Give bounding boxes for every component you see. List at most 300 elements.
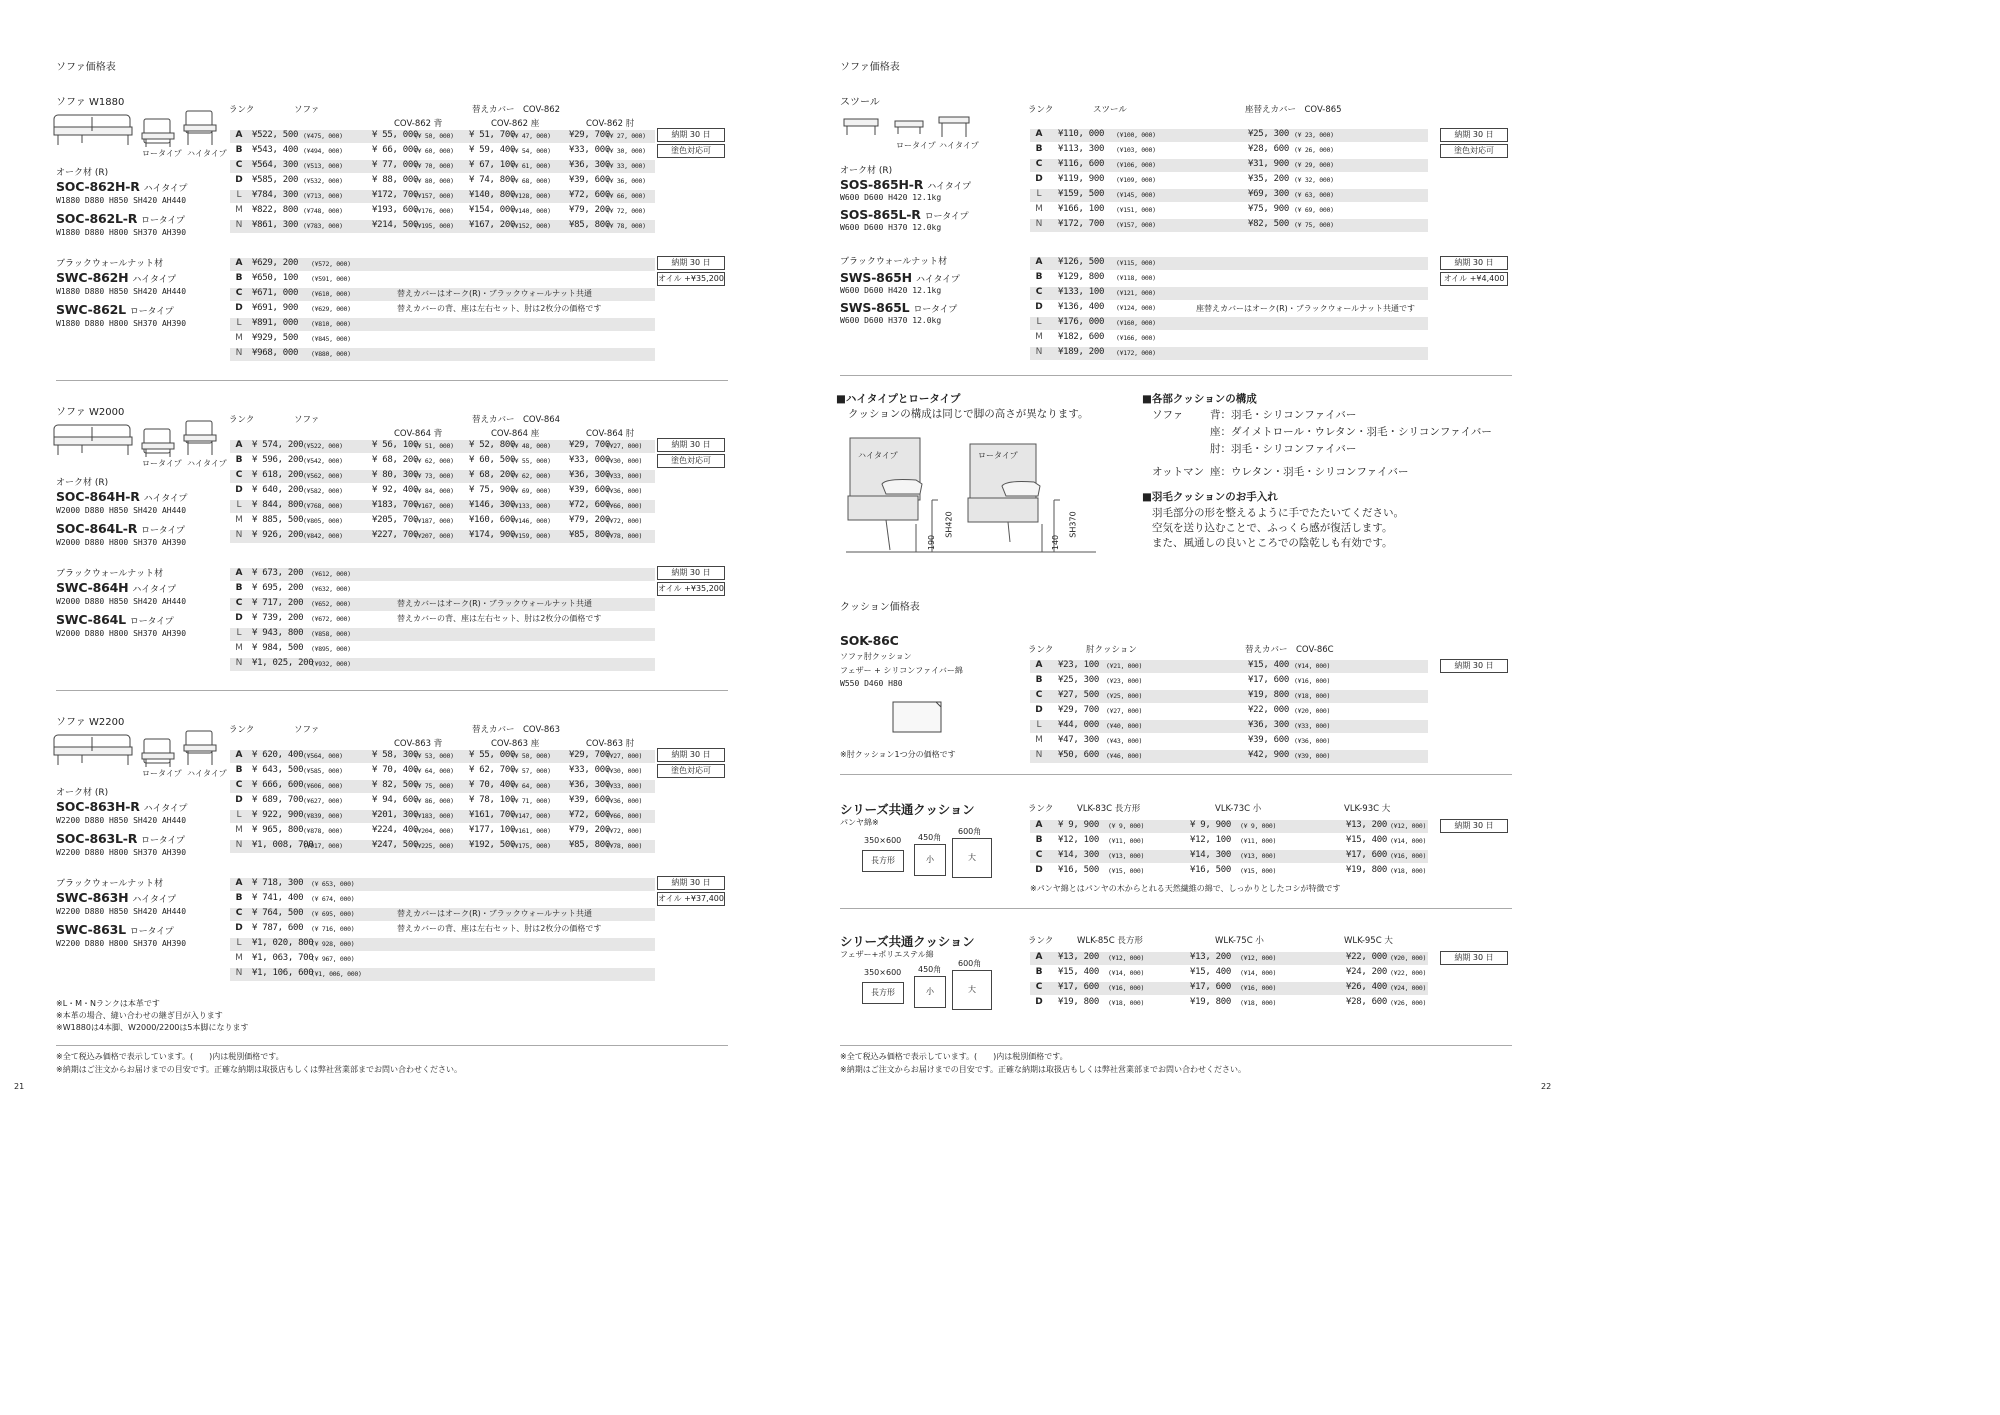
price-cell: (¥183, 000) <box>414 812 454 820</box>
status-badge: オイル +¥4,400 <box>1440 272 1508 286</box>
price-cell: ¥19, 800 <box>1058 997 1099 1007</box>
price-cell: (¥78, 000) <box>606 532 643 540</box>
rank-cell: C <box>235 470 243 480</box>
price-cell: (¥160, 000) <box>1116 319 1156 327</box>
price-cell: ¥ 88, 000 <box>372 175 419 185</box>
price-cell: (¥ 57, 000) <box>511 767 551 775</box>
price-cell: (¥124, 000) <box>1116 304 1156 312</box>
model-type: ハイタイプ <box>143 184 188 194</box>
price-cell: ¥24, 200 <box>1346 967 1387 977</box>
composition-title: ■各部クッションの構成 <box>1142 393 1257 405</box>
rank-cell: C <box>235 908 243 918</box>
model-type: ロータイプ <box>141 836 185 846</box>
price-cell: (¥842, 000) <box>303 532 343 540</box>
price-cell: ¥16, 500 <box>1058 865 1099 875</box>
price-cell: (¥16, 000) <box>1240 984 1277 992</box>
page-number-left: 21 <box>14 1082 25 1091</box>
price-cell: ¥39, 600 <box>569 175 610 185</box>
price-cell: (¥27, 000) <box>606 752 643 760</box>
header-cover: 替えカバー COV-863 <box>472 725 561 735</box>
model-dims: W2000 D880 H800 SH370 AH390 <box>56 538 187 547</box>
price-cell: ¥50, 600 <box>1058 750 1099 760</box>
model-type: ロータイプ <box>129 927 174 937</box>
price-cell: ¥72, 600 <box>569 810 610 820</box>
price-cell: (¥ 653, 000) <box>311 880 355 888</box>
price-cell: (¥ 30, 000) <box>606 147 646 155</box>
model-type: ハイタイプ <box>132 585 176 595</box>
price-cell: ¥ 739, 200 <box>252 613 304 623</box>
series-title: シリーズ共通クッション <box>840 934 975 949</box>
price-cell: (¥917, 000) <box>303 842 343 850</box>
price-cell: ¥69, 300 <box>1248 189 1289 199</box>
price-cell: (¥ 23, 000) <box>1294 131 1334 139</box>
price-cell: ¥85, 800 <box>569 220 610 230</box>
price-cell: (¥858, 000) <box>311 630 351 638</box>
rank-cell: B <box>235 893 243 903</box>
price-row <box>230 643 655 656</box>
status-badge: 納期 30 日 <box>657 438 725 452</box>
section-title: ソファ W2200 <box>56 717 125 728</box>
price-cell: (¥18, 000) <box>1390 867 1427 875</box>
chair-low-sketch <box>140 113 176 149</box>
material-label: ブラックウォールナット材 <box>56 879 164 889</box>
price-cell: ¥167, 200 <box>469 220 516 230</box>
price-cell: (¥23, 000) <box>1106 677 1143 685</box>
price-cell: ¥177, 100 <box>469 825 516 835</box>
price-row <box>1030 850 1428 863</box>
model-code: SOC-863H-R <box>56 799 140 814</box>
price-cell: ¥861, 300 <box>252 220 299 230</box>
rank-cell: L <box>236 938 242 948</box>
price-cell: (¥1, 006, 000) <box>311 970 362 978</box>
section-divider <box>56 690 728 691</box>
price-cell: ¥17, 600 <box>1248 675 1289 685</box>
price-cell: ¥44, 000 <box>1058 720 1099 730</box>
status-badge: 塗色対応可 <box>1440 144 1508 158</box>
price-cell: ¥ 59, 400 <box>469 145 516 155</box>
price-cell: ¥247, 500 <box>372 840 419 850</box>
price-cell: (¥ 48, 000) <box>511 442 551 450</box>
price-row <box>230 568 655 581</box>
price-row <box>230 175 655 188</box>
price-cell: (¥ 63, 000) <box>1294 191 1334 199</box>
header-rank: ランク <box>229 415 255 425</box>
price-cell: ¥33, 000 <box>569 765 610 775</box>
price-cell: (¥187, 000) <box>414 517 454 525</box>
price-row <box>1030 174 1428 187</box>
price-row <box>230 893 655 906</box>
price-row <box>230 968 655 981</box>
price-cell: (¥140, 000) <box>511 207 551 215</box>
model-code: SWS-865H <box>840 270 912 285</box>
header-cover-arm: COV-863 肘 <box>586 739 635 749</box>
price-cell: ¥ 77, 000 <box>372 160 419 170</box>
price-cell: (¥ 60, 000) <box>414 147 454 155</box>
price-cell: (¥ 54, 000) <box>511 147 551 155</box>
price-cell: ¥133, 100 <box>1058 287 1105 297</box>
price-cell: ¥ 92, 400 <box>372 485 419 495</box>
header-item: 肘クッション <box>1086 645 1137 655</box>
rank-cell: B <box>1035 675 1043 685</box>
cover-note: 替えカバーはオーク(R)・ブラックウォールナット共通 <box>397 599 592 608</box>
price-cell: (¥672, 000) <box>311 615 351 623</box>
price-cell: ¥522, 500 <box>252 130 299 140</box>
price-cell: (¥166, 000) <box>1116 334 1156 342</box>
model-code: SOC-864H-R <box>56 489 140 504</box>
price-cell: ¥28, 600 <box>1248 144 1289 154</box>
rank-cell: C <box>235 780 243 790</box>
model-name <box>56 890 176 905</box>
price-cell: (¥ 26, 000) <box>1294 146 1334 154</box>
price-cell: (¥12, 000) <box>1108 954 1145 962</box>
status-badge: オイル +¥35,200 <box>657 582 725 596</box>
section-title: スツール <box>840 97 880 108</box>
price-cell: ¥166, 100 <box>1058 204 1105 214</box>
model-type: ハイタイプ <box>915 275 960 285</box>
price-row <box>230 333 655 346</box>
price-row <box>1030 705 1428 718</box>
rank-cell: N <box>235 968 243 978</box>
header-col: VLK-73C 小 <box>1215 804 1262 814</box>
price-cell: ¥27, 500 <box>1058 690 1099 700</box>
size-large: 600角 <box>958 959 982 968</box>
price-cell: (¥16, 000) <box>1108 984 1145 992</box>
price-row <box>230 190 655 203</box>
status-badge: 塗色対応可 <box>657 764 725 778</box>
price-cell: (¥ 32, 000) <box>1294 176 1334 184</box>
page-title-right: ソファ価格表 <box>840 62 900 73</box>
model-dims: W600 D600 H370 12.0kg <box>840 223 942 232</box>
price-cell: (¥713, 000) <box>303 192 343 200</box>
section-divider <box>840 375 1512 376</box>
price-cell: (¥103, 000) <box>1116 146 1156 154</box>
composition-line: 座：ウレタン・羽毛・シリコンファイバー <box>1210 466 1409 478</box>
price-cell: ¥ 640, 200 <box>252 485 304 495</box>
rect-cushion: 長方形 <box>862 982 904 1004</box>
material-label: オーク材 (R) <box>56 788 109 798</box>
price-cell: (¥ 33, 000) <box>606 162 646 170</box>
footnote: ※L・M・Nランクは本革です <box>56 999 160 1008</box>
price-cell: (¥ 66, 000) <box>606 192 646 200</box>
large-cushion: 大 <box>952 970 992 1010</box>
price-cell: ¥13, 200 <box>1058 952 1099 962</box>
rank-cell: M <box>1035 332 1043 342</box>
price-cell: (¥176, 000) <box>414 207 454 215</box>
price-cell: (¥121, 000) <box>1116 289 1156 297</box>
price-cell: ¥174, 900 <box>469 530 516 540</box>
price-cell: (¥159, 000) <box>511 532 551 540</box>
price-cell: ¥82, 500 <box>1248 219 1289 229</box>
model-type: ロータイプ <box>129 617 174 627</box>
price-cell: ¥822, 800 <box>252 205 299 215</box>
care-line: 羽毛部分の形を整えるように手でたたいてください。 <box>1152 507 1404 519</box>
model-dims: W2200 D880 H850 SH420 AH440 <box>56 907 187 916</box>
price-cell: (¥118, 000) <box>1116 274 1156 282</box>
cover-note: 替えカバーはオーク(R)・ブラックウォールナット共通 <box>397 909 592 918</box>
model-code: SWC-862L <box>56 302 126 317</box>
model-dims: W1880 D880 H850 SH420 AH440 <box>56 196 187 205</box>
price-cell: ¥ 9, 900 <box>1058 820 1099 830</box>
header-sofa: ソファ <box>294 725 320 735</box>
sketch-label-high: ハイタイプ <box>187 459 227 468</box>
price-cell: (¥33, 000) <box>606 782 643 790</box>
price-cell: ¥671, 000 <box>252 288 299 298</box>
price-cell: (¥932, 000) <box>311 660 351 668</box>
rank-cell: D <box>1035 865 1043 875</box>
price-cell: ¥1, 020, 800 <box>252 938 314 948</box>
price-cell: (¥133, 000) <box>511 502 551 510</box>
price-cell: (¥ 64, 000) <box>414 767 454 775</box>
price-row <box>230 953 655 966</box>
price-cell: ¥22, 000 <box>1248 705 1289 715</box>
price-cell: ¥29, 700 <box>569 750 610 760</box>
rank-cell: D <box>235 613 243 623</box>
price-cell: ¥929, 500 <box>252 333 299 343</box>
price-cell: (¥ 69, 000) <box>1294 206 1334 214</box>
price-cell: (¥ 47, 000) <box>511 132 551 140</box>
rank-cell: C <box>1035 982 1043 992</box>
header-rank: ランク <box>1028 105 1054 115</box>
header-cover-arm: COV-864 肘 <box>586 429 635 439</box>
hilo-desc: クッションの構成は同じで脚の高さが異なります。 <box>848 408 1089 420</box>
cushion-title: クッション価格表 <box>840 602 920 613</box>
price-cell: ¥ 689, 700 <box>252 795 304 805</box>
price-cell: (¥175, 000) <box>511 842 551 850</box>
price-cell: (¥14, 000) <box>1390 837 1427 845</box>
price-cell: ¥650, 100 <box>252 273 299 283</box>
header-cover-arm: COV-862 肘 <box>586 119 635 129</box>
model-code: SOS-865L-R <box>840 207 921 222</box>
price-cell: (¥25, 000) <box>1106 692 1143 700</box>
price-cell: (¥610, 000) <box>311 290 351 298</box>
price-cell: ¥140, 800 <box>469 190 516 200</box>
price-cell: (¥ 9, 000) <box>1108 822 1145 830</box>
status-badge: 塗色対応可 <box>657 144 725 158</box>
price-cell: (¥20, 000) <box>1294 707 1331 715</box>
price-cell: ¥ 74, 800 <box>469 175 516 185</box>
material-label: オーク材 (R) <box>56 168 109 178</box>
price-cell: (¥768, 000) <box>303 502 343 510</box>
price-cell: ¥14, 300 <box>1190 850 1231 860</box>
price-cell: ¥15, 400 <box>1346 835 1387 845</box>
page-title-left: ソファ価格表 <box>56 62 116 73</box>
model-dims: W2000 D880 H850 SH420 AH440 <box>56 506 187 515</box>
model-type: ロータイプ <box>924 212 969 222</box>
price-cell: (¥18, 000) <box>1240 999 1277 1007</box>
price-cell: ¥192, 500 <box>469 840 516 850</box>
price-cell: (¥225, 000) <box>414 842 454 850</box>
rank-cell: A <box>1035 257 1043 267</box>
price-cell: (¥ 64, 000) <box>511 782 551 790</box>
price-cell: (¥72, 000) <box>606 517 643 525</box>
price-row <box>230 515 655 528</box>
price-cell: ¥ 82, 500 <box>372 780 419 790</box>
rank-cell: N <box>1035 750 1043 760</box>
price-cell: ¥ 673, 200 <box>252 568 304 578</box>
price-cell: (¥157, 000) <box>1116 221 1156 229</box>
price-cell: (¥ 72, 000) <box>606 207 646 215</box>
sofa-sketch <box>52 415 136 459</box>
price-cell: (¥494, 000) <box>303 147 343 155</box>
price-row <box>1030 820 1428 833</box>
price-cell: (¥18, 000) <box>1294 692 1331 700</box>
price-cell: (¥14, 000) <box>1294 662 1331 670</box>
price-cell: (¥ 75, 000) <box>414 782 454 790</box>
rank-cell: C <box>235 160 243 170</box>
price-cell: ¥ 618, 200 <box>252 470 304 480</box>
price-cell: (¥564, 000) <box>303 752 343 760</box>
model-dims: W1880 D880 H800 SH370 AH390 <box>56 319 187 328</box>
price-cell: (¥152, 000) <box>511 222 551 230</box>
price-cell: ¥629, 200 <box>252 258 299 268</box>
stool-low-sketch <box>893 119 927 139</box>
price-cell: ¥172, 700 <box>372 190 419 200</box>
model-name <box>56 302 173 317</box>
section-title: ソファ W2000 <box>56 407 125 418</box>
price-cell: (¥ 51, 000) <box>414 442 454 450</box>
price-row <box>1030 332 1428 345</box>
price-cell: ¥33, 000 <box>569 455 610 465</box>
model-code: SWC-862H <box>56 270 129 285</box>
price-cell: (¥ 71, 000) <box>511 797 551 805</box>
label-high-type: ハイタイプ <box>858 451 898 460</box>
price-cell: ¥ 60, 500 <box>469 455 516 465</box>
price-cell: ¥13, 200 <box>1190 952 1231 962</box>
price-row <box>1030 272 1428 285</box>
sketch-label-low: ロータイプ <box>142 459 182 468</box>
price-row <box>230 130 655 143</box>
price-cell: (¥ 73, 000) <box>414 472 454 480</box>
price-cell: (¥ 29, 000) <box>1294 161 1334 169</box>
price-row <box>1030 144 1428 157</box>
price-cell: (¥ 84, 000) <box>414 487 454 495</box>
header-cover: 座替えカバー COV-865 <box>1245 105 1342 115</box>
size-rect: 350×600 <box>864 968 902 977</box>
footer-note: ※納期はご注文からお届けまでの目安です。正確な納期は取扱店もしくは弊社営業部までお問い合わせください。 <box>56 1065 463 1074</box>
price-cell: (¥109, 000) <box>1116 176 1156 184</box>
price-cell: (¥30, 000) <box>606 767 643 775</box>
section-title: ソファ W1880 <box>56 97 125 108</box>
model-code: SOC-862L-R <box>56 211 138 226</box>
sok-dims: W550 D460 H80 <box>840 679 903 688</box>
status-badge: 塗色対応可 <box>657 454 725 468</box>
header-rank: ランク <box>229 725 255 735</box>
price-cell: ¥39, 600 <box>1248 735 1289 745</box>
price-cell: ¥25, 300 <box>1058 675 1099 685</box>
price-cell: ¥ 67, 100 <box>469 160 516 170</box>
rank-cell: A <box>235 568 243 578</box>
price-cell: ¥182, 600 <box>1058 332 1105 342</box>
rank-cell: B <box>235 583 243 593</box>
price-cell: (¥39, 000) <box>1294 752 1331 760</box>
rank-cell: M <box>1035 204 1043 214</box>
price-cell: (¥632, 000) <box>311 585 351 593</box>
rank-cell: M <box>1035 735 1043 745</box>
price-cell: (¥195, 000) <box>414 222 454 230</box>
header-cover-back: COV-864 背 <box>394 429 443 439</box>
price-cell: ¥ 643, 500 <box>252 765 304 775</box>
sofa-sketch <box>52 725 136 769</box>
price-cell: (¥606, 000) <box>303 782 343 790</box>
model-dims: W2200 D880 H800 SH370 AH390 <box>56 848 187 857</box>
price-cell: ¥17, 600 <box>1190 982 1231 992</box>
price-cell: ¥227, 700 <box>372 530 419 540</box>
price-cell: ¥126, 500 <box>1058 257 1105 267</box>
price-cell: ¥23, 100 <box>1058 660 1099 670</box>
rank-cell: A <box>1035 129 1043 139</box>
model-type: ロータイプ <box>141 526 185 536</box>
price-row <box>1030 720 1428 733</box>
price-cell: (¥ 695, 000) <box>311 910 355 918</box>
price-cell: (¥18, 000) <box>1108 999 1145 1007</box>
price-cell: (¥43, 000) <box>1106 737 1143 745</box>
material-label: オーク材 (R) <box>56 478 109 488</box>
model-dims: W600 D600 H420 12.1kg <box>840 193 942 202</box>
header-col: VLK-93C 大 <box>1344 804 1391 814</box>
model-name <box>56 270 176 285</box>
price-row <box>230 810 655 823</box>
price-row <box>230 938 655 951</box>
stool-high-sketch <box>937 115 973 139</box>
price-cell: ¥22, 000 <box>1346 952 1387 962</box>
price-cell: ¥1, 008, 700 <box>252 840 314 850</box>
price-cell: ¥ 70, 400 <box>469 780 516 790</box>
size-small: 450角 <box>918 965 942 974</box>
rank-cell: A <box>235 878 243 888</box>
model-type: ハイタイプ <box>143 804 188 814</box>
price-cell: (¥627, 000) <box>303 797 343 805</box>
price-cell: ¥36, 300 <box>569 470 610 480</box>
header-col: WLK-85C 長方形 <box>1077 936 1143 946</box>
price-cell: (¥629, 000) <box>311 305 351 313</box>
price-cell: (¥845, 000) <box>311 335 351 343</box>
sketch-label-low: ロータイプ <box>142 149 182 158</box>
price-cell: (¥13, 000) <box>1240 852 1277 860</box>
arm-cushion-sketch <box>890 699 946 735</box>
size-rect: 350×600 <box>864 836 902 845</box>
price-cell: (¥16, 000) <box>1294 677 1331 685</box>
price-cell: ¥ 574, 200 <box>252 440 304 450</box>
price-row <box>230 840 655 853</box>
model-type: ハイタイプ <box>132 895 176 905</box>
price-cell: ¥129, 800 <box>1058 272 1105 282</box>
price-cell: ¥36, 300 <box>569 780 610 790</box>
price-cell: (¥ 53, 000) <box>414 752 454 760</box>
price-cell: (¥22, 000) <box>1390 969 1427 977</box>
price-cell: ¥12, 100 <box>1058 835 1099 845</box>
header-rank: ランク <box>1028 645 1054 655</box>
price-cell: ¥39, 600 <box>569 795 610 805</box>
price-row <box>1030 865 1428 878</box>
price-cell: (¥ 55, 000) <box>511 457 551 465</box>
price-cell: ¥ 943, 800 <box>252 628 304 638</box>
price-row <box>230 583 655 596</box>
price-row <box>1030 750 1428 763</box>
composition-sofa-label: ソファ <box>1152 409 1184 421</box>
rank-cell: M <box>235 825 243 835</box>
price-cell: (¥167, 000) <box>414 502 454 510</box>
price-cell: ¥19, 800 <box>1190 997 1231 1007</box>
model-name <box>56 580 176 595</box>
model-name <box>840 300 957 315</box>
price-cell: ¥ 58, 300 <box>372 750 419 760</box>
sok-sub1: ソファ肘クッション <box>840 652 912 661</box>
rect-cushion: 長方形 <box>862 850 904 872</box>
price-cell: ¥ 844, 800 <box>252 500 304 510</box>
model-name <box>56 179 187 194</box>
price-cell: (¥151, 000) <box>1116 206 1156 214</box>
model-name <box>840 270 960 285</box>
